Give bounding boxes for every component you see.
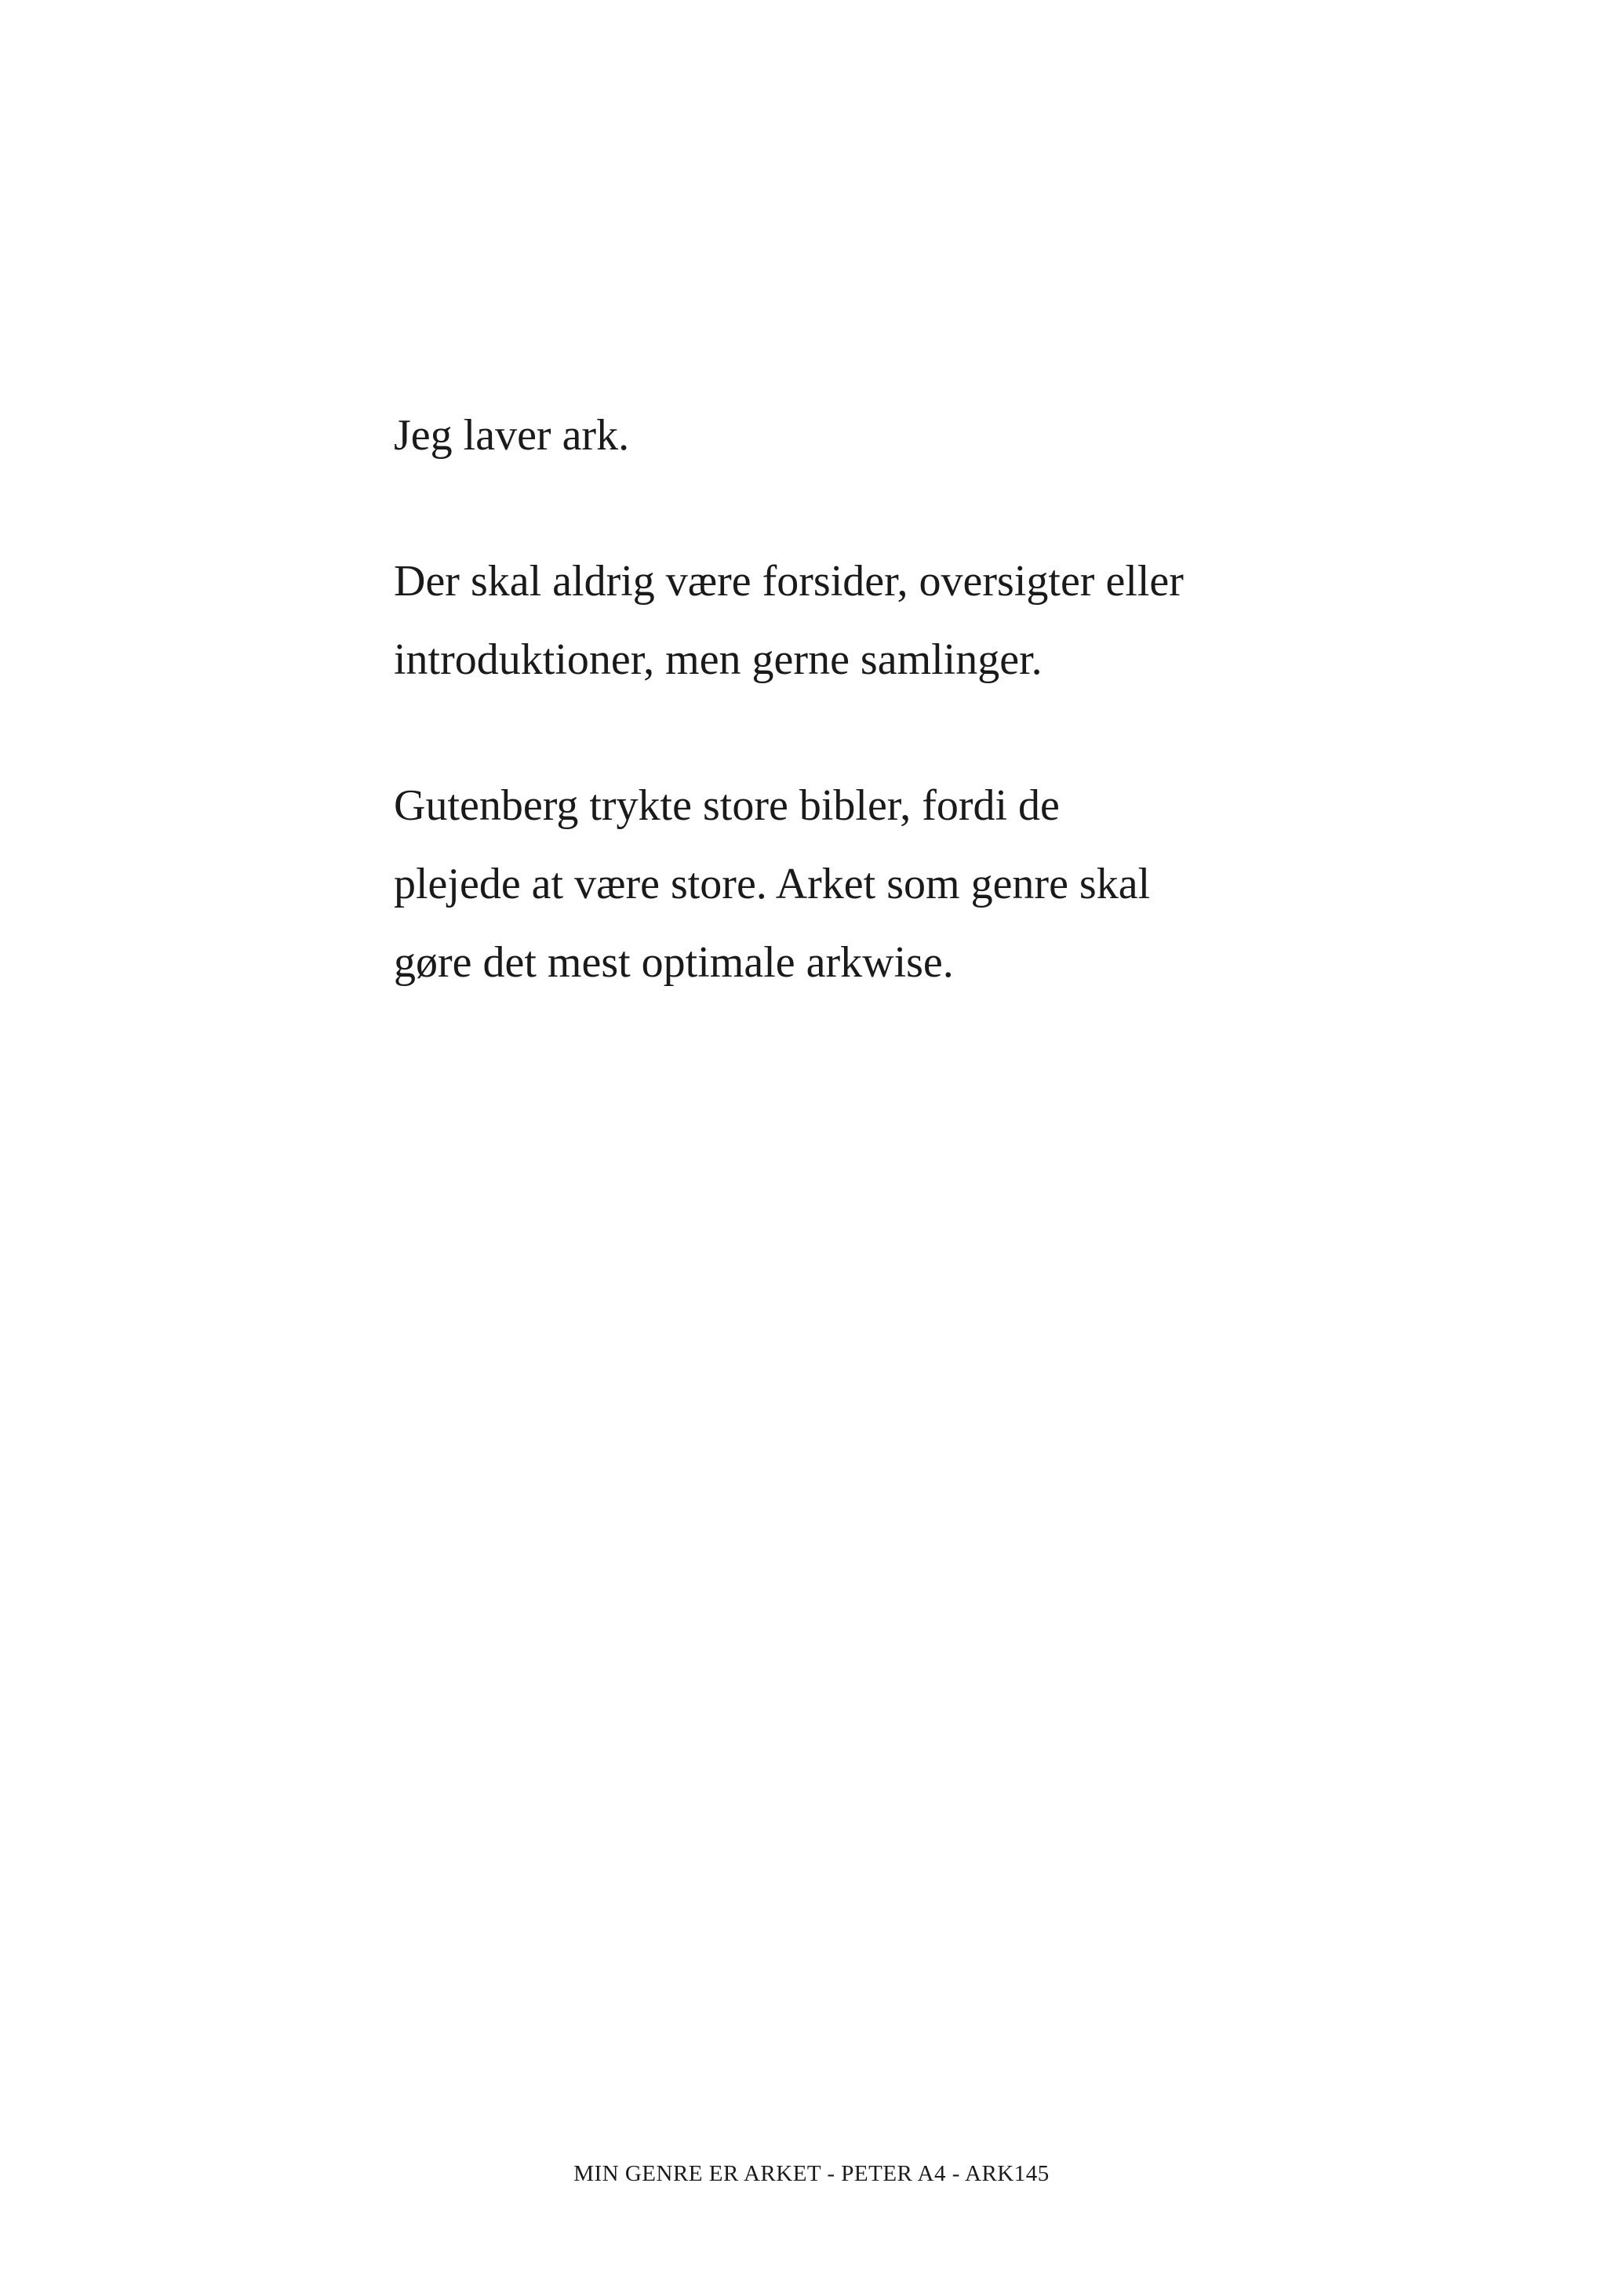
- text-line: introduktioner, men gerne samlinger.: [394, 635, 1043, 684]
- text-line: Gutenberg trykte store bibler, fordi de: [394, 781, 1060, 830]
- paragraph-2: [394, 542, 1335, 699]
- text-line: plejede at være store. Arket som genre skal: [394, 860, 1151, 908]
- text-line: gøre det mest optimale arkwise.: [394, 938, 954, 987]
- paragraph-3: [394, 766, 1335, 1002]
- text-line: Der skal aldrig være forsider, oversigter eller: [394, 557, 1184, 606]
- body-text: [394, 396, 1335, 1069]
- page-footer: MIN GENRE ER ARKET - PETER A4 - ARK145: [573, 2161, 1050, 2186]
- paragraph-1: [394, 396, 1335, 475]
- text-line: Jeg laver ark.: [394, 411, 630, 460]
